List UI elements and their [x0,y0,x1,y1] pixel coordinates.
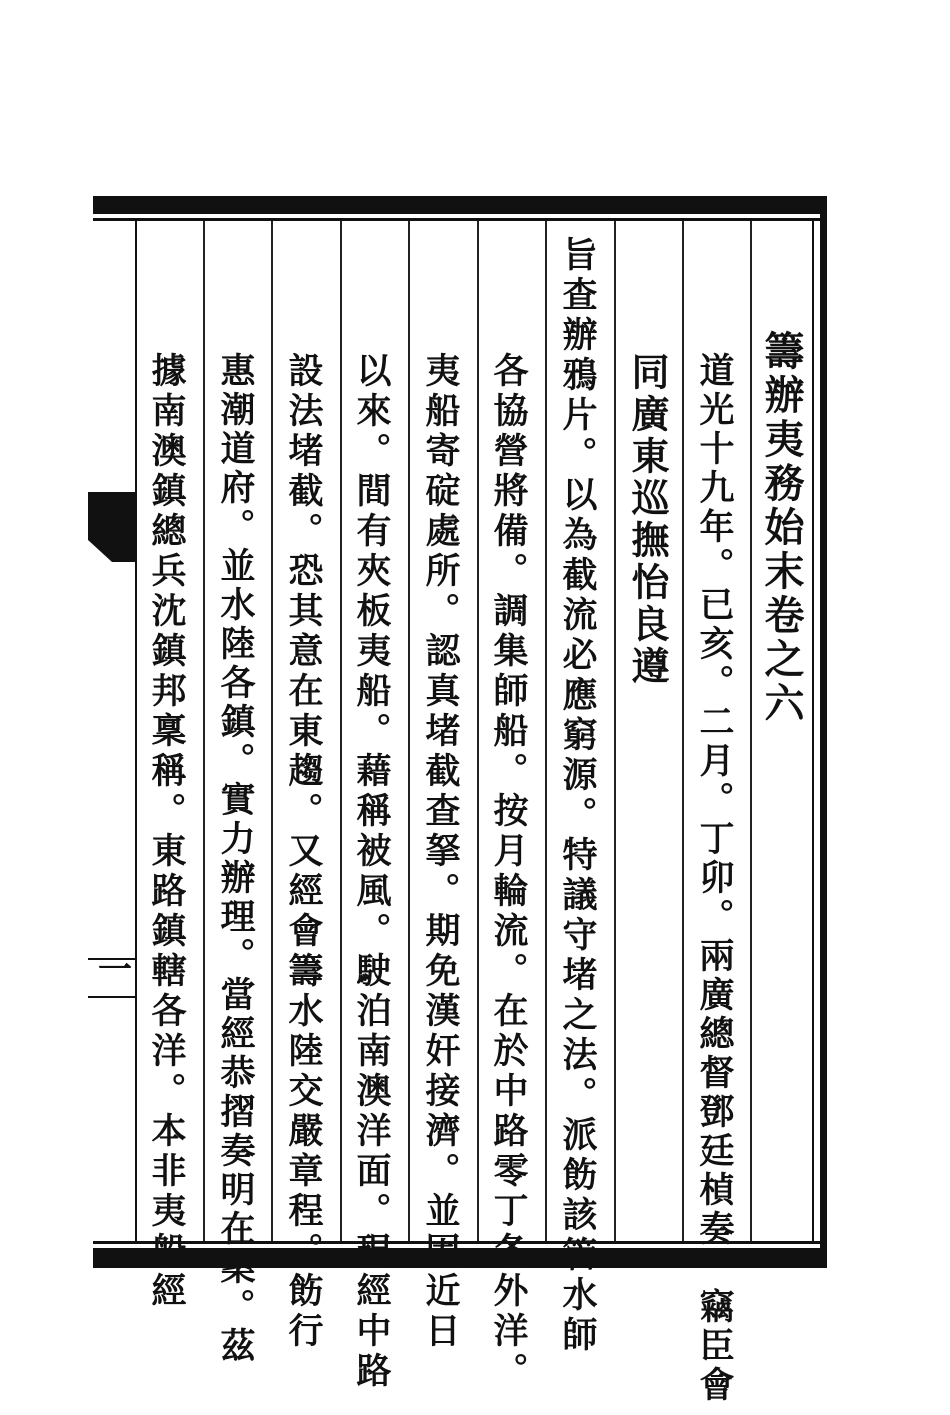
fold-edge-line [135,218,137,1244]
column-rule [203,221,205,1241]
column-rule [477,221,479,1241]
frame-top-border [93,196,827,214]
text-column-6: 以來。間有夾板夷船。藉稱被風。駛泊南澳洋面。現經中路 [351,352,392,1392]
text-column-4: 各協營將備。調集師船。按月輪流。在於中路零丁各外洋。 [488,352,529,1392]
column-rule [750,221,752,1241]
page-number: 一 [98,950,132,990]
text-column-2: 同廣東巡撫怡良遵 [625,352,670,688]
column-rule [271,221,273,1241]
text-column-5: 夷船寄碇處所。認真堵截查拏。期免漢奸接濟。並因近日 [420,352,461,1352]
volume-title: 籌辦夷務始末卷之六 [758,330,805,726]
fold-line-lower [88,996,135,998]
frame-right-border [820,196,827,1268]
fold-fishtail-notch [88,540,112,584]
frame-right-inner-border [812,218,814,1244]
column-rule [682,221,684,1241]
column-rule [340,221,342,1241]
text-column-1: 道光十九年。已亥。二月。丁卯。兩廣總督鄧廷楨奏。竊臣會 [694,352,735,1405]
column-rule [545,221,547,1241]
text-column-3: 旨查辦鴉片。以為截流必應窮源。特議守堵之法。派飭該管水師 [557,236,598,1356]
column-rule [408,221,410,1241]
column-rule [614,221,616,1241]
text-column-8: 惠潮道府。並水陸各鎮。實力辦理。當經恭摺奏明在案。茲 [215,352,256,1366]
text-column-7: 設法堵截。恐其意在東趨。又經會籌水陸交嚴章程。飭行 [283,352,324,1352]
text-column-9: 據南澳鎮總兵沈鎮邦稟稱。東路鎮轄各洋。本非夷船經 [146,352,187,1312]
